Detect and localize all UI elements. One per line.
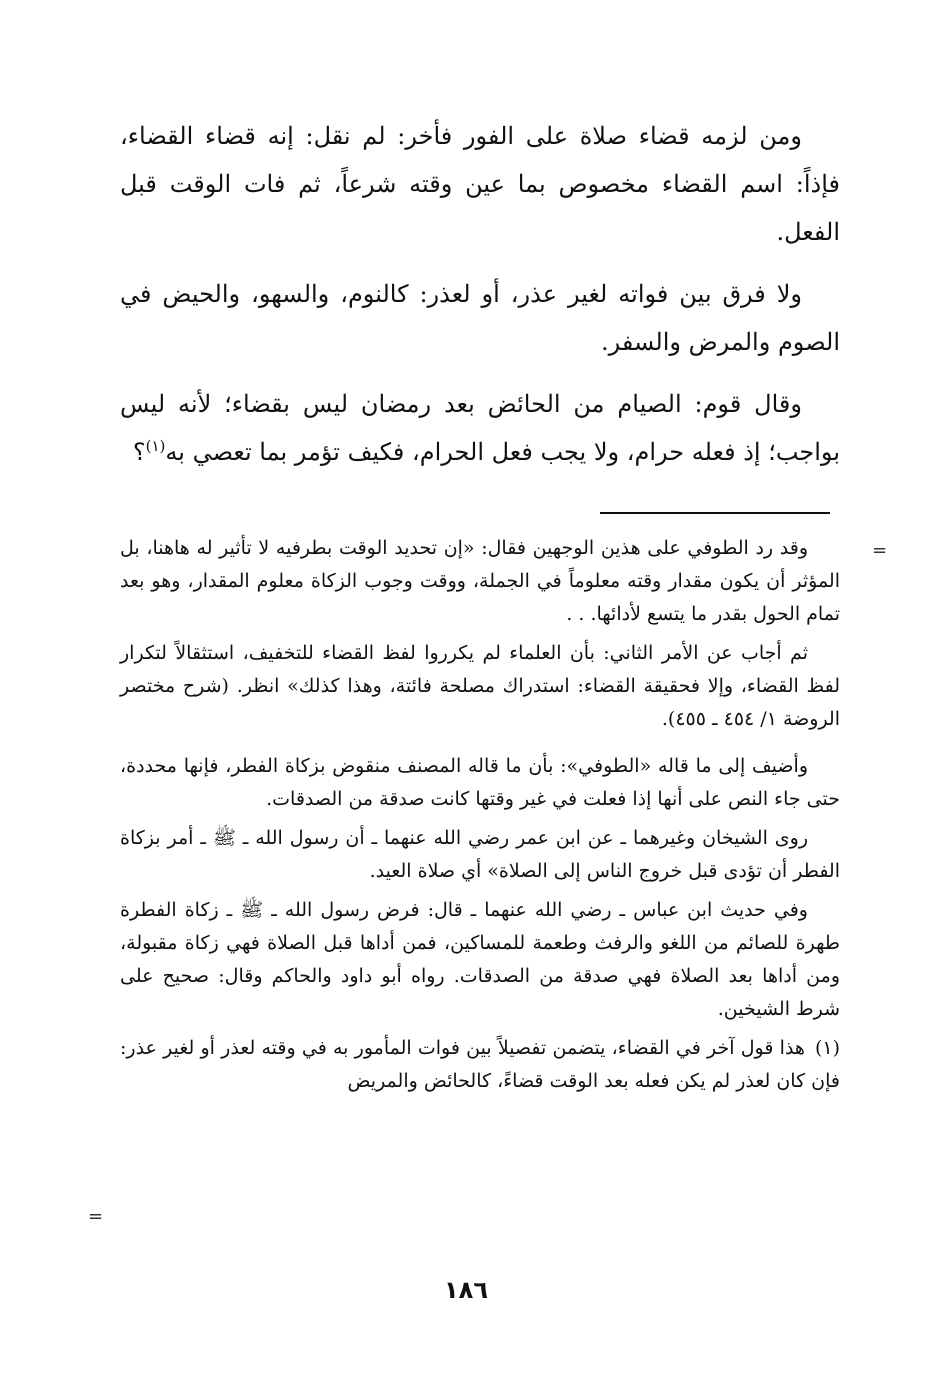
footnotes-block [120, 532, 840, 1104]
footnote-paragraph-4: روى الشيخان وغيرهما ـ عن ابن عمر رضي الله عنهما ـ أن رسول الله ـ ﷺ ـ أمر بزكاة الفطر أن تؤدى قبل خروج الناس إلى الصلاة» أي صلاة العيد. [120, 827, 840, 882]
main-paragraph-3 [120, 380, 840, 476]
main-paragraph-3-end: ؟ [132, 438, 146, 466]
footnote-paragraph-1: وقد رد الطوفي على هذين الوجهين فقال: «إن تحديد الوقت بطرفيه لا تأثير له هاهنا، بل المؤثر أن يكون مقدار وقته معلوماً في الجملة، ووقت وجوب الزكاة معلوم المقدار، وهو بعد تمام الحول بقدر ما يتسع لأدائها. . . [120, 537, 840, 625]
footnote-separator [600, 512, 830, 514]
footnote-paragraph-5: وفي حديث ابن عباس ـ رضي الله عنهما ـ قال: فرض رسول الله ـ ﷺ ـ زكاة الفطرة طهرة للصائم من اللغو والرفث وطعمة للمساكين، فمن أداها قبل الصلاة فهي زكاة مقبولة، ومن أداها بعد الصلاة فهي صدقة من الصدقات. رواه أبو داود والحاكم وقال: صحيح على شرط الشيخين. [120, 899, 840, 1020]
margin-continuation-mark-bottom: = [88, 1206, 104, 1227]
footnote-1-text: هذا قول آخر في القضاء، يتضمن تفصيلاً بين فوات المأمور به في وقته لعذر أو لغير عذر: فإن كان لعذر لم يكن فعله بعد الوقت قضاءً، كالحائض والمريض [120, 1037, 840, 1092]
page-number: ١٨٦ [444, 1276, 488, 1304]
main-paragraph-3-text: وقال قوم: الصيام من الحائض بعد رمضان ليس بقضاء؛ لأنه ليس بواجب؛ إذ فعله حرام، ولا يجب فعل الحرام، فكيف تؤمر بما تعصي به [120, 390, 840, 466]
footnote-number: (١) [814, 1037, 840, 1059]
main-paragraph-1: ومن لزمه قضاء صلاة على الفور فأخر: لم نقل: إنه قضاء القضاء، فإذاً: اسم القضاء مخصوص بما عين وقته شرعاً، ثم فات الوقت قبل الفعل. [120, 122, 840, 246]
footnote-paragraph-2: ثم أجاب عن الأمر الثاني: بأن العلماء لم يكرروا لفظ القضاء للتخفيف، استثقالاً لتكرار لفظ القضاء، وإلا فحقيقة القضاء: استدراك مصلحة فائتة، وهذا كذلك» انظر. (شرح مختصر الروضة ١/ ٤٥٤ ـ ٤٥٥). [120, 642, 840, 730]
margin-continuation-mark-top: = [872, 540, 888, 561]
footnote-paragraph-3: وأضيف إلى ما قاله «الطوفي»: بأن ما قاله المصنف منقوض بزكاة الفطر، فإنها محددة، حتى جاء النص على أنها إذا فعلت في غير وقتها كانت صدقة من الصدقات. [120, 755, 840, 810]
main-text-block [120, 112, 840, 490]
main-paragraph-2: ولا فرق بين فواته لغير عذر، أو لعذر: كالنوم، والسهو، والحيض في الصوم والمرض والسفر. [120, 280, 840, 356]
footnote-1 [120, 1032, 840, 1098]
footnote-marker: (١) [145, 437, 166, 455]
